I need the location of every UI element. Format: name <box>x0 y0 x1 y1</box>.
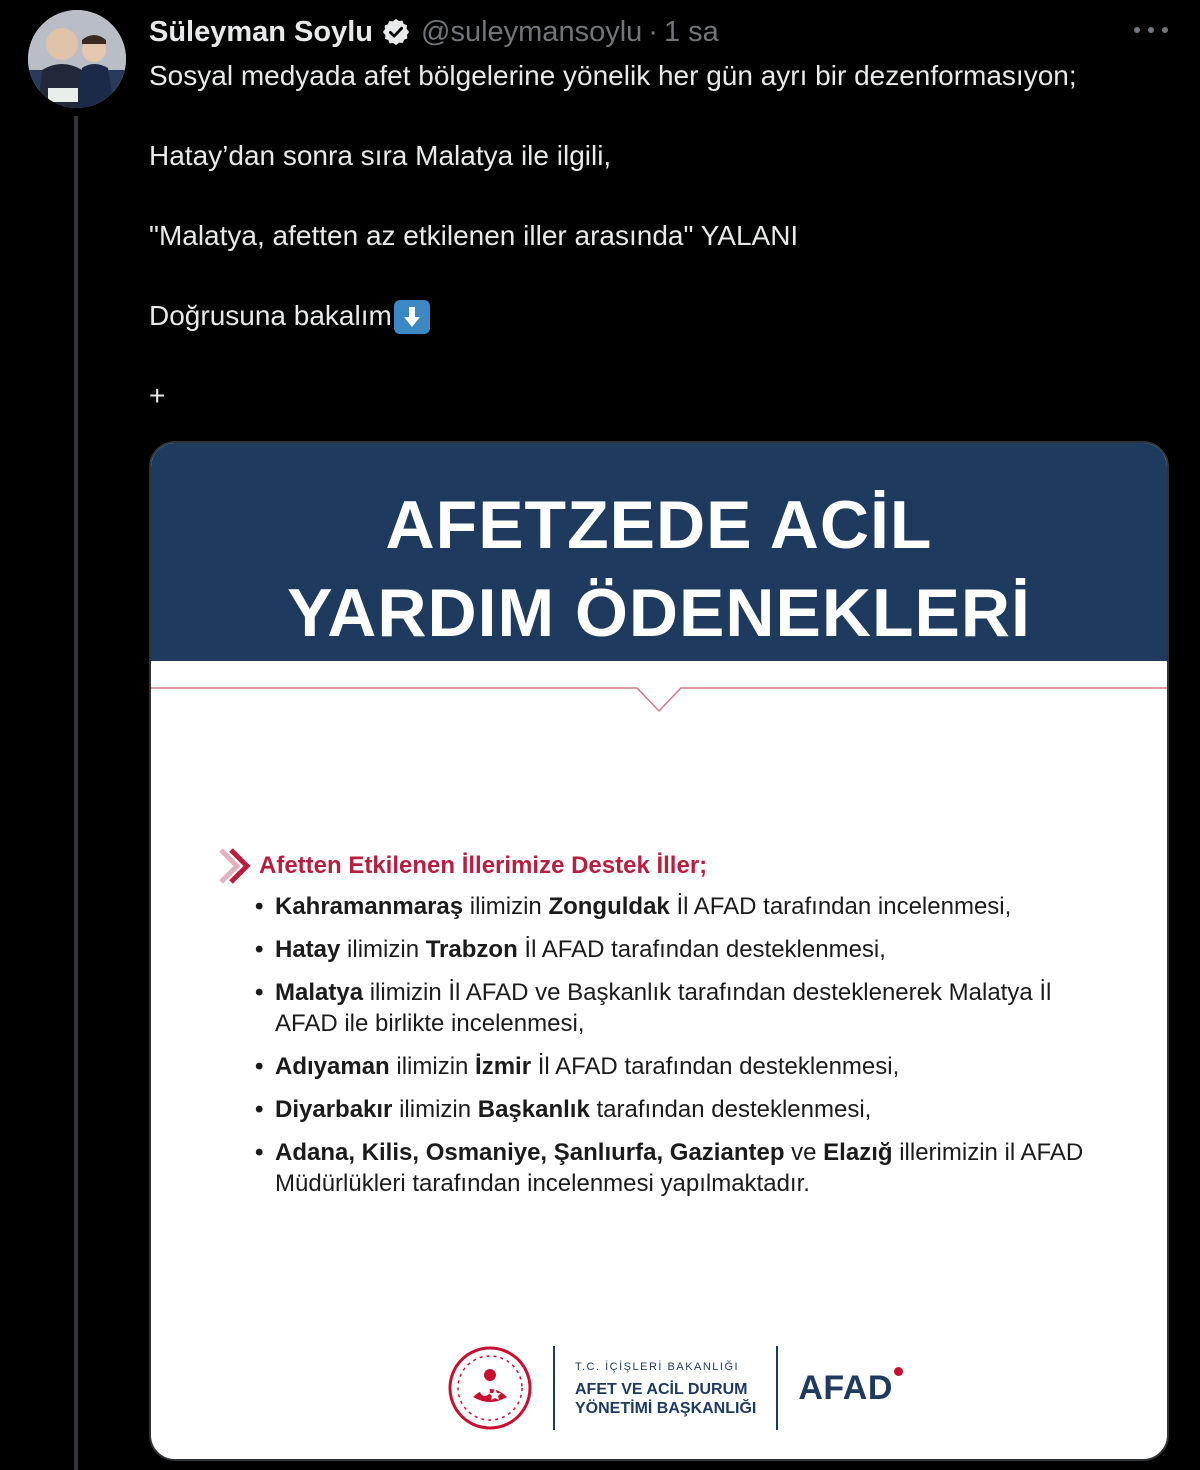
list-item: • Kahramanmaraş ilimizin Zonguldak İl AFAD tarafından incelenmesi, <box>255 891 1115 922</box>
ministry-small: T.C. İÇİŞLERİ BAKANLIĞI <box>575 1361 740 1373</box>
section-title <box>217 846 707 886</box>
footer-divider <box>776 1346 778 1430</box>
banner-title-line-1: AFETZEDE ACİL <box>385 487 933 563</box>
footer-logos <box>447 1343 893 1433</box>
list-item: • Diyarbakır ilimizin Başkanlık tarafından desteklenmesi, <box>255 1094 1115 1125</box>
footer-divider <box>553 1346 555 1430</box>
ministry-text <box>575 1358 756 1418</box>
ministry-line-1: AFET VE ACİL DURUM <box>575 1381 748 1398</box>
more-options-icon[interactable] <box>1134 18 1168 42</box>
support-list <box>255 891 1115 1211</box>
avatar-photo <box>28 10 126 108</box>
attached-image[interactable] <box>149 441 1169 1461</box>
verified-badge-icon <box>381 17 411 47</box>
avatar[interactable] <box>28 10 126 108</box>
banner <box>151 443 1167 661</box>
list-item: • Adana, Kilis, Osmaniye, Şanlıurfa, Gaziantep ve Elazığ illerimizin il AFAD Müdürlükleri tarafından incelenmesi yapılmaktadır. <box>255 1137 1115 1199</box>
list-item: • Hatay ilimizin Trabzon İl AFAD tarafından desteklenmesi, <box>255 934 1115 965</box>
double-chevron-icon <box>217 846 255 886</box>
separator-dot: · <box>648 15 658 48</box>
author-handle[interactable]: @suleymansoylu <box>421 15 643 48</box>
afad-dot-icon <box>894 1367 903 1376</box>
list-item: • Malatya ilimizin İl AFAD ve Başkanlık tarafından desteklenerek Malatya İl AFAD ile birlikte incelenmesi, <box>255 977 1115 1039</box>
author-name[interactable]: Süleyman Soylu <box>149 15 374 48</box>
banner-title-line-2: YARDIM ÖDENEKLERİ <box>287 575 1031 651</box>
tweet-line-1: Sosyal medyada afet bölgelerine yönelik her gün ayrı bir dezenformasıyon; <box>149 60 1077 91</box>
thread-line <box>74 116 78 1470</box>
list-item: • Adıyaman ilimizin İzmir İl AFAD tarafından desteklenmesi, <box>255 1051 1115 1082</box>
banner-title <box>151 481 1167 657</box>
ministry-seal-icon <box>447 1345 533 1431</box>
divider-arrow-icon <box>151 687 1167 717</box>
timestamp[interactable]: 1 sa <box>663 15 719 48</box>
ministry-line-2: YÖNETİMİ BAŞKANLIĞI <box>575 1400 757 1417</box>
tweet-line-2: Hatay’dan sonra sıra Malatya ile ilgili, <box>149 140 612 171</box>
tweet-line-5: + <box>149 380 166 411</box>
afad-logo <box>798 1369 893 1408</box>
section-title-text: Afetten Etkilenen İllerimize Destek İller; <box>259 852 708 879</box>
tweet-text <box>149 56 1179 416</box>
tweet-line-3: "Malatya, afetten az etkilenen iller arasında" YALANI <box>149 220 799 251</box>
down-arrow-emoji-icon <box>394 300 430 334</box>
tweet-line-4-text: Doğrusuna bakalım <box>149 300 392 331</box>
tweet-header <box>149 10 719 54</box>
afad-logo-text: AFAD <box>798 1368 893 1407</box>
tweet-line-4 <box>149 296 1179 336</box>
